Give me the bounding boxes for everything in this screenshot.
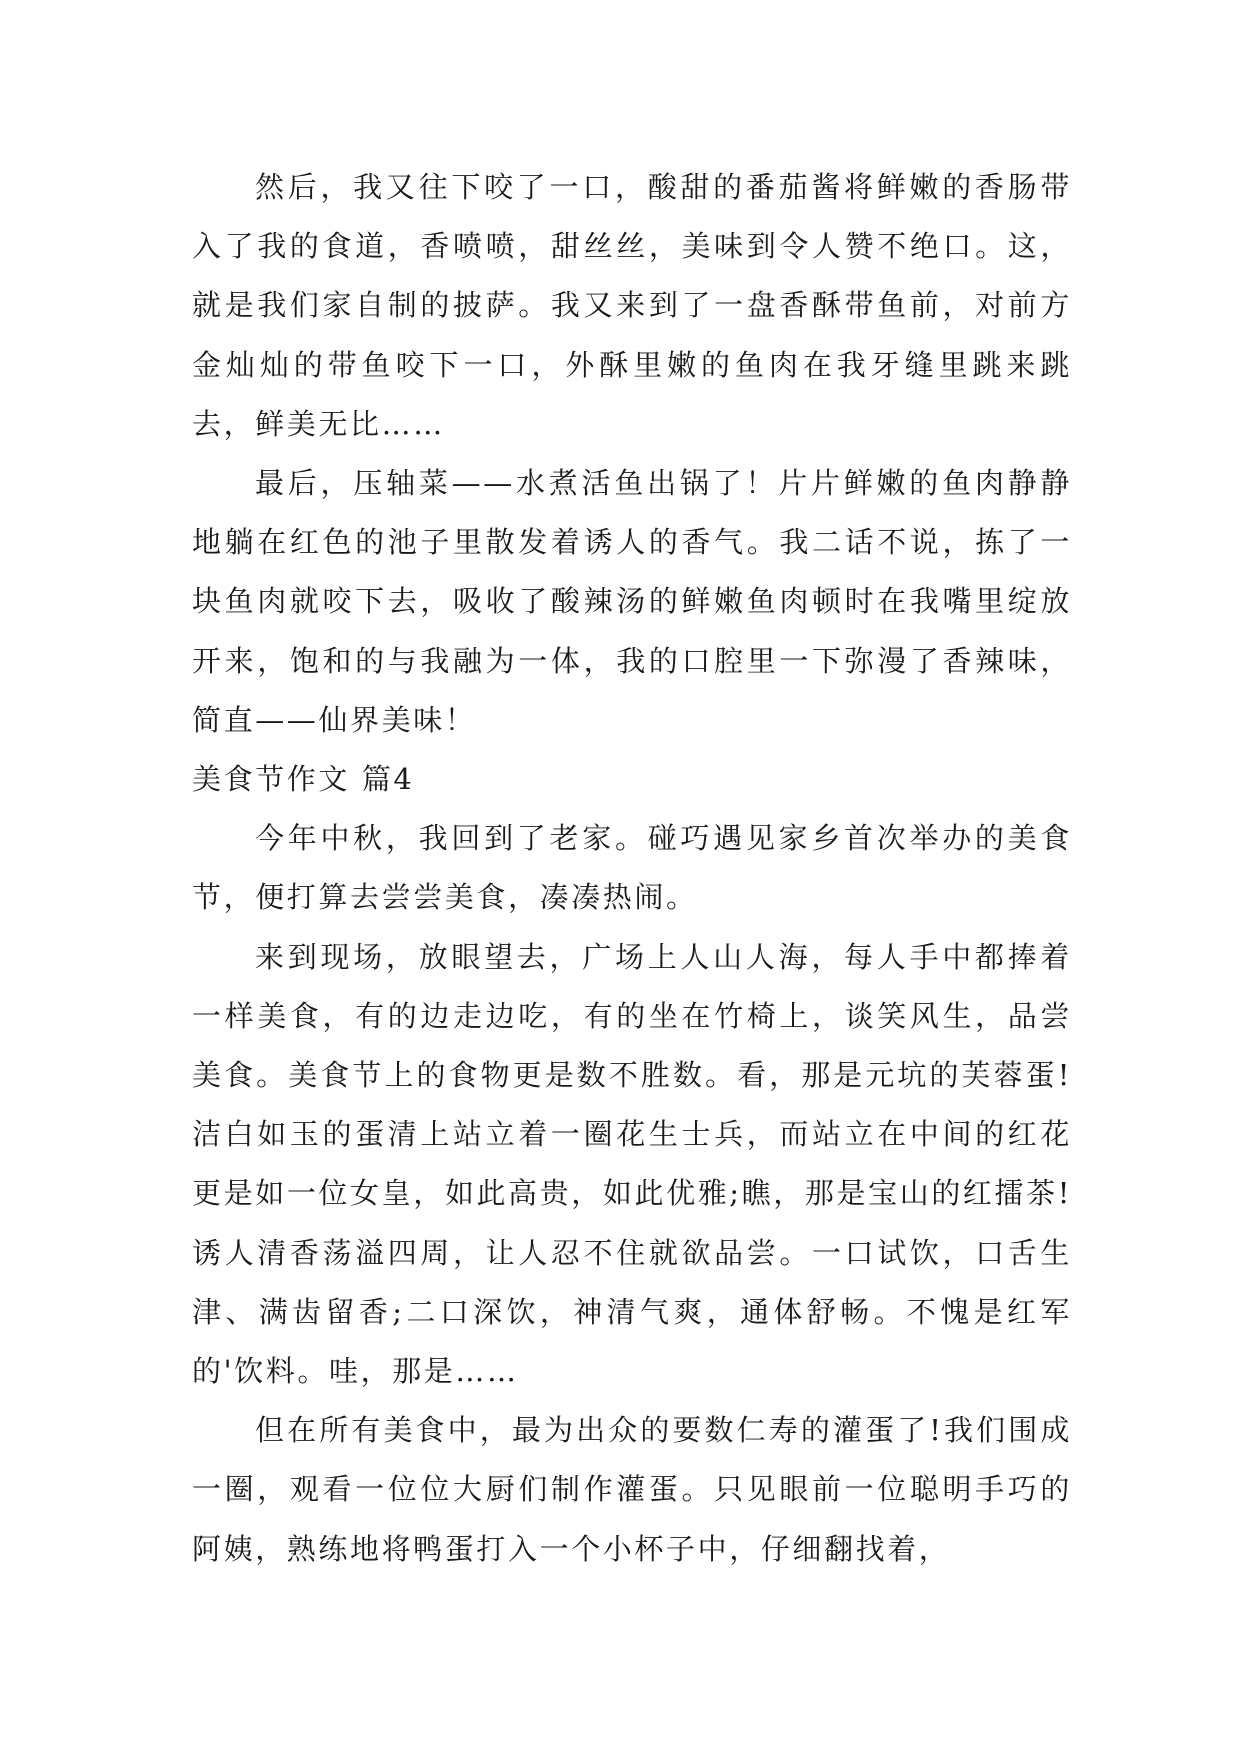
paragraph-pizza-hairtail: 然后，我又往下咬了一口，酸甜的番茄酱将鲜嫩的香肠带入了我的食道，香喷喷，甜丝丝，美味到令人赞不绝口。这，就是我们家自制的披萨。我又来到了一盘香酥带鱼前，对前方金灿灿的带鱼咬下一口，外酥里嫩的鱼肉在我牙缝里跳来跳去，鲜美无比…… <box>192 170 1072 441</box>
section-heading: 美食节作文 篇4 <box>192 762 415 797</box>
paragraph-festival-scene: 来到现场，放眼望去，广场上人山人海，每人手中都捧着一样美食，有的边走边吃，有的坐在竹椅上，谈笑风生，品尝美食。美食节上的食物更是数不胜数。看，那是元坑的芙蓉蛋!洁白如玉的蛋清上站立着一圈花生士兵，而站立在中间的红花更是如一位女皇，如此高贵，如此优雅;瞧，那是宝山的红擂茶!诱人清香荡溢四周，让人忍不住就欲品尝。一口试饮，口舌生津、满齿留香;二口深饮，神清气爽，通体舒畅。不愧是红军的'饮料。哇，那是…… <box>192 939 1072 1389</box>
paragraph-stuffed-egg: 但在所有美食中，最为出众的要数仁寿的灌蛋了!我们围成一圈，观看一位位大厨们制作灌蛋。只见眼前一位聪明手巧的阿姨，熟练地将鸭蛋打入一个小杯子中，仔细翻找着， <box>192 1413 1072 1566</box>
paragraph-boiled-fish: 最后，压轴菜——水煮活鱼出锅了！片片鲜嫩的鱼肉静静地躺在红色的池子里散发着诱人的香气。我二话不说，拣了一块鱼肉就咬下去，吸收了酸辣汤的鲜嫩鱼肉顿时在我嘴里绽放开来，饱和的与我融为一体，我的口腔里一下弥漫了香辣味，简直——仙界美味！ <box>192 466 1072 737</box>
paragraph-mid-autumn: 今年中秋，我回到了老家。碰巧遇见家乡首次举办的美食节，便打算去尝尝美食，凑凑热闹。 <box>192 821 1072 915</box>
document-body <box>192 158 1072 1579</box>
